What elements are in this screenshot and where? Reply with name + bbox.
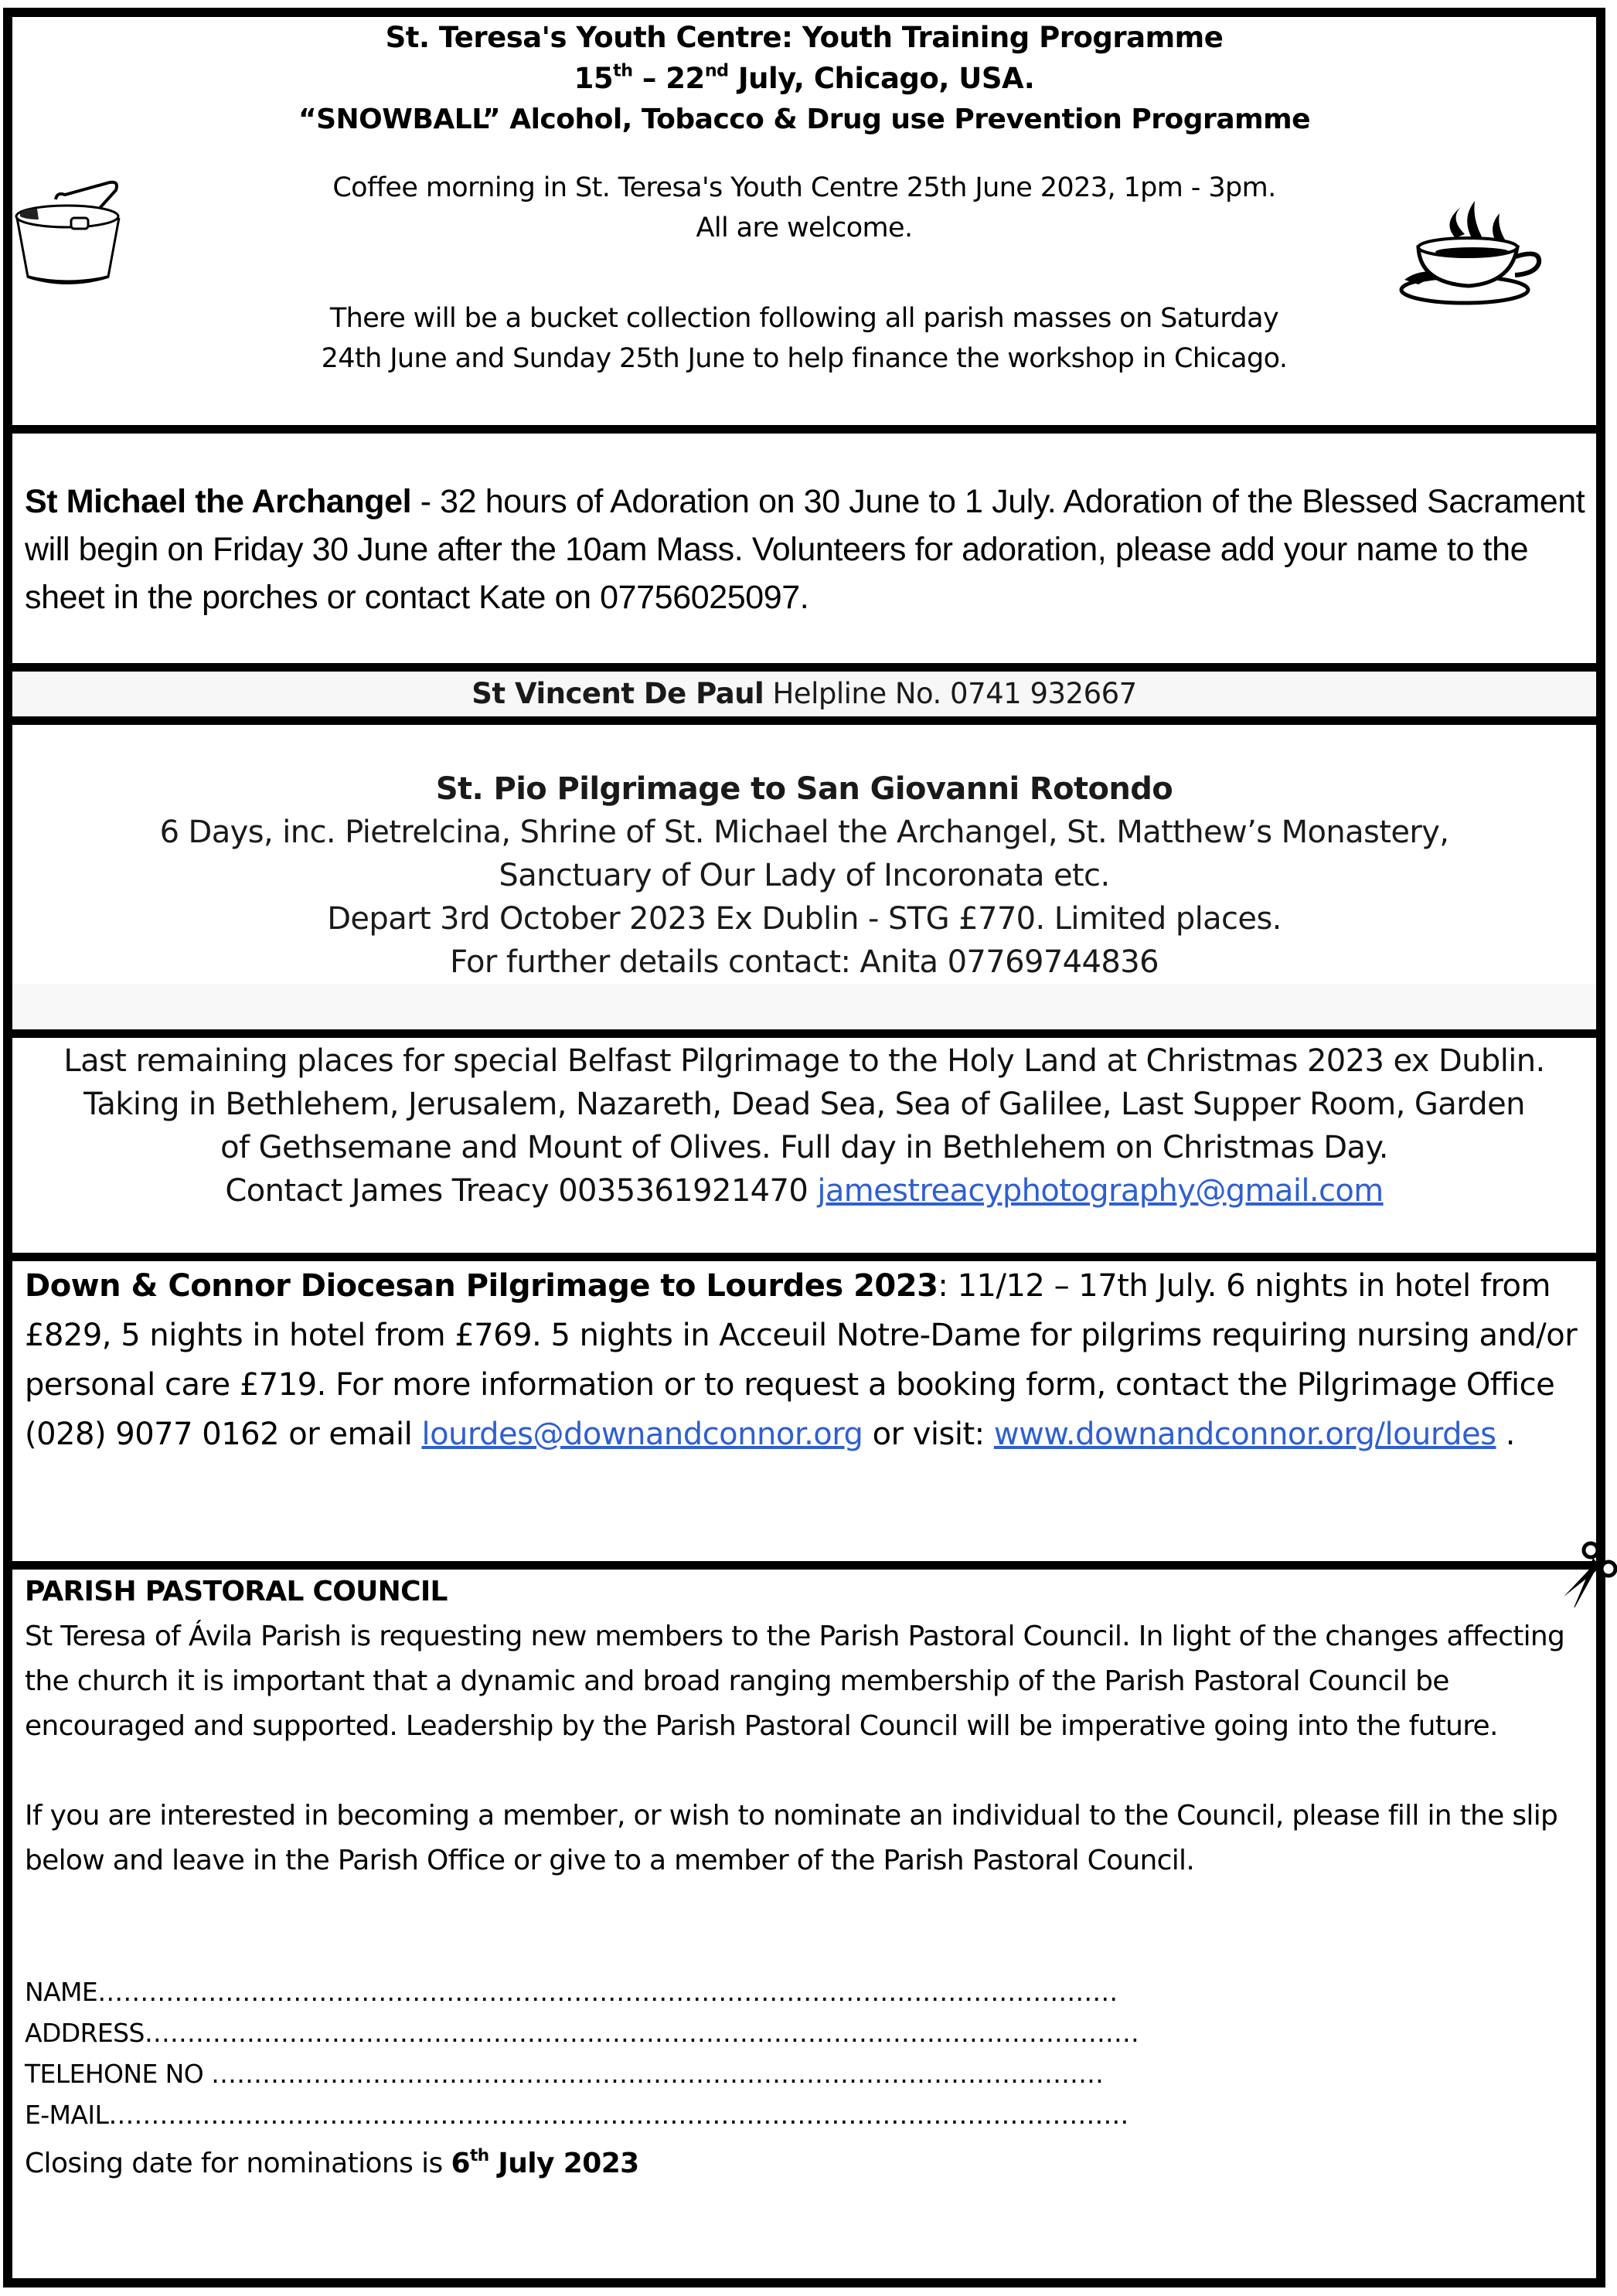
svdp-text: St Vincent De Paul Helpline No. 0741 932667: [471, 677, 1137, 710]
holy-land-contact: Contact James Treacy 0035361921470 jamestreacyphotography@gmail.com: [225, 1173, 1384, 1209]
closing-date: Closing date for nominations is 6th July 2023: [25, 2145, 639, 2179]
bucket-icon: [9, 168, 125, 288]
parish-council-section: [12, 1570, 1596, 2278]
lourdes-email-link[interactable]: lourdes@downandconnor.org: [421, 1417, 863, 1452]
youth-centre-section: [12, 17, 1596, 425]
holy-land-section: Last remaining places for special Belfast Pilgrimage to the Holy Land at Christmas 2023 ex Dublin. Taking in Bethlehem, Jerusalem, Nazareth, Dead Sea, Sea of Galilee, Last Supper Room, Garden of Gethsemane and Mount of Olives. Full day in Bethlehem on Christmas Day. Contact James Treacy 0035361921470 jamestreacyphotography@gmail.com: [12, 1038, 1596, 1253]
council-title: PARISH PASTORAL COUNCIL: [25, 1576, 448, 1607]
adoration-title: St Michael the Archangel: [25, 483, 412, 520]
youth-centre-title: St. Teresa's Youth Centre: Youth Training Programme: [385, 21, 1224, 54]
nomination-form: [25, 1971, 1139, 2135]
form-field-address[interactable]: ADDRESS………………………………………………………………………………………………………: [25, 2018, 1139, 2048]
divider: [3, 663, 1605, 672]
lourdes-website-link[interactable]: www.downandconnor.org/lourdes: [993, 1417, 1496, 1452]
lourdes-section: [12, 1261, 1596, 1561]
form-field-email[interactable]: E-MAIL…………………………………………………………………………………………………………: [25, 2100, 1129, 2130]
form-field-name[interactable]: NAME…………………………………………………………………………………………………………: [25, 1977, 1118, 2007]
coffee-morning-text: Coffee morning in St. Teresa's Youth Centre 25th June 2023, 1pm - 3pm. All are welcome.: [332, 172, 1276, 243]
divider: [3, 425, 1605, 434]
adoration-section: [12, 434, 1596, 663]
bucket-collection-text: There will be a bucket collection following all parish masses on Saturday 24th June and Sunday 25th June to help finance the workshop in Chicago.: [321, 303, 1288, 374]
council-paragraph-1: St Teresa of Ávila Parish is requesting new members to the Parish Pastoral Council. In light of the changes affecting the church it is important that a dynamic and broad ranging membership of the Parish Pastoral Council be encouraged and supported. Leadership by the Parish Pastoral Council will be imperative going into the future.: [25, 1621, 1565, 1742]
divider: [3, 1253, 1605, 1261]
pio-pilgrimage-section: St. Pio Pilgrimage to San Giovanni Rotondo 6 Days, inc. Pietrelcina, Shrine of St. Michael the Archangel, St. Matthew’s Monastery, Sanctuary of Our Lady of Incoronata etc. Depart 3rd October 2023 Ex Dublin - STG £770. Limited places. For further details contact: Anita 07769744836: [12, 725, 1596, 1029]
youth-centre-dates: 15th – 22nd July, Chicago, USA.: [574, 60, 1035, 95]
svdp-section: [12, 672, 1596, 716]
svdp-title: St Vincent De Paul: [471, 677, 764, 710]
pio-title: St. Pio Pilgrimage to San Giovanni Rotondo: [435, 771, 1173, 807]
lourdes-text: Down & Connor Diocesan Pilgrimage to Lourdes 2023: 11/12 – 17th July. 6 nights in hotel from £829, 5 nights in hotel from £769. 5 nights in Acceuil Notre-Dame for pilgrims requiring nursing and/or personal care £719. For more information or to request a booking form, contact the Pilgrimage Office (028) 9077 0162 or email lourdes@downandconnor.org or visit: www.downandconnor.org/lourdes .: [25, 1268, 1578, 1452]
form-field-telephone[interactable]: TELEHONE NO ……………………………………………………………………………………………: [25, 2059, 1105, 2089]
pio-contact: For further details contact: Anita 07769744836: [450, 944, 1159, 980]
holy-land-email-link[interactable]: jamestreacyphotography@gmail.com: [817, 1173, 1384, 1209]
youth-centre-subtitle: “SNOWBALL” Alcohol, Tobacco & Drug use Prevention Programme: [298, 104, 1311, 135]
divider: [3, 1561, 1605, 1570]
coffee-cup-icon: [1387, 192, 1546, 308]
divider: [3, 716, 1605, 725]
divider: [3, 1029, 1605, 1038]
council-paragraph-2: If you are interested in becoming a member, or wish to nominate an individual to the Council, please fill in the slip below and leave in the Parish Office or give to a member of the Parish Pastoral Council.: [25, 1800, 1558, 1876]
lourdes-title: Down & Connor Diocesan Pilgrimage to Lourdes 2023: [25, 1268, 938, 1304]
scissors-icon: [1548, 1522, 1617, 1607]
adoration-text: St Michael the Archangel - 32 hours of Adoration on 30 June to 1 July. Adoration of the Blessed Sacrament will begin on Friday 30 June after the 10am Mass. Volunteers for adoration, please add your name to the sheet in the porches or contact Kate on 07756025097.: [25, 483, 1585, 616]
youth-centre-heading: [12, 17, 1596, 140]
